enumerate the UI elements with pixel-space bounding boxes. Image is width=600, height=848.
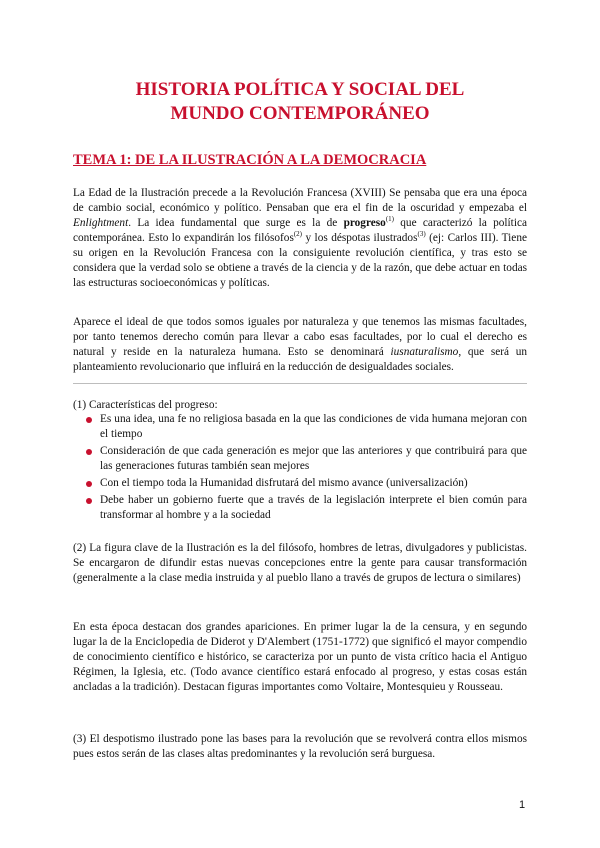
list-item-text: Debe haber un gobierno fuerte que a través de la legislación interprete el bien común para transformar al hombre y a la sociedad	[100, 494, 527, 521]
list-item-text: Con el tiempo toda la Humanidad disfrutará del mismo avance (universalización)	[100, 477, 468, 489]
p2-term: iusnaturalismo	[390, 346, 459, 358]
p1-text-c: que caracterizó la política contemporánea. Esto lo expandirán los filósofos	[73, 217, 527, 244]
progress-characteristics-list	[80, 412, 527, 525]
list-item	[80, 444, 527, 474]
p1-footnote-2: (2)	[293, 230, 303, 239]
title-line-2: MUNDO CONTEMPORÁNEO	[170, 103, 430, 124]
paragraph-iusnaturalismo	[73, 315, 527, 375]
document-title	[60, 78, 540, 126]
list-item	[80, 412, 527, 442]
footnote-divider	[73, 383, 527, 384]
p1-progreso: progreso	[343, 217, 386, 229]
p1-enlightment: Enlightment	[73, 217, 129, 229]
p2-text-b: , que será un planteamiento revolucionario que influirá en la reducción de desigualdades sociales.	[73, 346, 527, 373]
title-line-1: HISTORIA POLÍTICA Y SOCIAL DEL	[135, 79, 465, 100]
list-item	[80, 476, 527, 491]
list-item-text: Es una idea, una fe no religiosa basada en la que las condiciones de vida humana mejoran con el tiempo	[100, 413, 527, 440]
bullet-dot-icon	[86, 498, 92, 504]
p1-footnote-1: (1)	[385, 215, 394, 224]
note-2-continuation: En esta época destacan dos grandes apariciones. En primer lugar la de la censura, y en segundo lugar la de la Enciclopedia de Diderot y D'Alembert (1751-1772) que significó el mayor compendio de conocimiento científico e histórico, se caracteriza por un punto de vista crítico hacia el Antiguo Régimen, la Iglesia, etc. (Todo avance científico estará enfocado al progreso, y estas cosas están ancladas a la tradición). Destacan figuras importantes como Voltaire, Montesquieu y Rousseau.	[73, 621, 527, 693]
note-1-title: (1) Características del progreso:	[73, 399, 218, 411]
page-number: 1	[519, 799, 526, 811]
p2-text-a: Aparece el ideal de que todos somos iguales por naturaleza y que tenemos las mismas facultades, por tanto tenemos derecho común para llevar a cabo esas facultades, por lo cual el derecho es natural y reside en la naturaleza humana. Esto se denominará	[73, 316, 527, 358]
p1-text-b: . La idea fundamental que surge es la de	[128, 217, 344, 229]
section-heading: TEMA 1: DE LA ILUSTRACIÓN A LA DEMOCRACIA	[73, 152, 427, 168]
bullet-dot-icon	[86, 481, 92, 487]
note-3-paragraph: (3) El despotismo ilustrado pone las bases para la revolución que se revolverá contra ellos mismos pues estos serán de las clases altas predominantes y la revolución será burguesa.	[73, 733, 527, 760]
list-item	[80, 493, 527, 523]
paragraph-intro	[73, 186, 527, 291]
p1-text-e: (ej: Carlos III). Tiene su origen en la Revolución Francesa con la consiguiente revolución científica, y tras esto se considera que la verdad solo se obtiene a través de la ciencia y de la razón, que debe actuar en todas las estructuras socioeconómicas y políticas.	[73, 232, 527, 289]
p1-text-d: y los déspotas ilustrados	[302, 232, 418, 244]
bullet-dot-icon	[86, 417, 92, 423]
note-2-paragraph: (2) La figura clave de la Ilustración es la del filósofo, hombres de letras, divulgadores y publicistas. Se encargaron de difundir estas nuevas concepciones entre la gente para causar transformación (generalmente a la clase media instruida y al pueblo llano a través de grupos de lectura o similares)	[73, 542, 527, 584]
bullet-dot-icon	[86, 449, 92, 455]
p1-text-a: La Edad de la Ilustración precede a la Revolución Francesa (XVIII) Se pensaba que era una época de cambio social, económico y político. Pensaban que era el fin de la oscuridad y empezaba el	[73, 187, 527, 214]
p1-footnote-3: (3)	[417, 230, 426, 239]
list-item-text: Consideración de que cada generación es mejor que las anteriores y que contribuirá para que las generaciones futuras también sean mejores	[100, 445, 527, 472]
